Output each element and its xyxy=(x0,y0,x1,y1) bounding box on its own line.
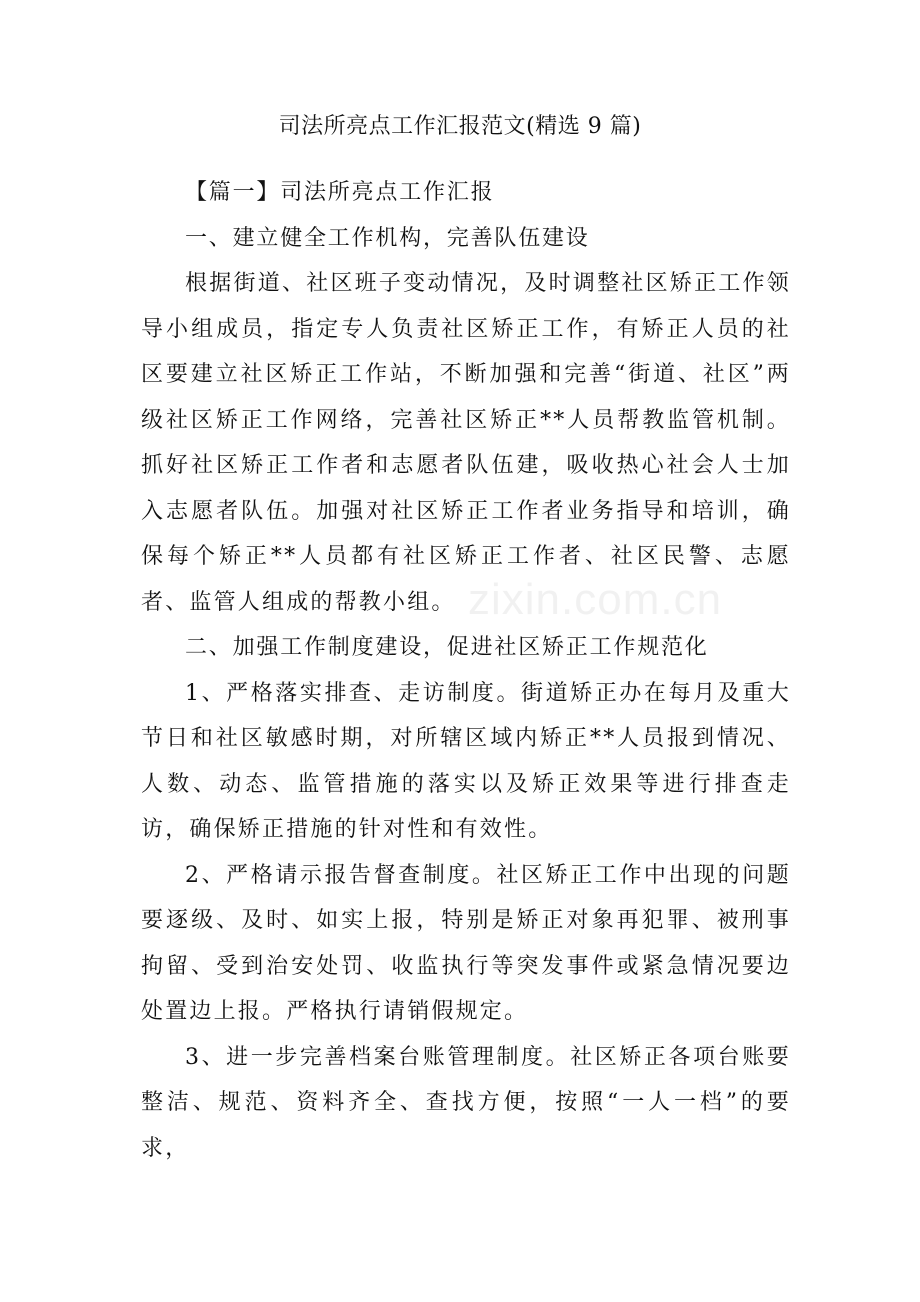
body-paragraph: 根据街道、社区班子变动情况，及时调整社区矫正工作领导小组成员，指定专人负责社区矫正工作，有矫正人员的社区要建立社区矫正工作站，不断加强和完善“街道、社区”两级社区矫正工作网络，完善社区矫正**人员帮教监管机制。抓好社区矫正工作者和志愿者队伍建，吸收热心社会人士加入志愿者队伍。加强对社区矫正工作者业务指导和培训，确保每个矫正**人员都有社区矫正工作者、社区民警、志愿者、监管人组成的帮教小组。 xyxy=(141,271,791,615)
body-paragraph: 3、进一步完善档案台账管理制度。社区矫正各项台账要整洁、规范、资料齐全、查找方便，按照“一人一档”的要求， xyxy=(141,1044,791,1161)
subsection-heading: 一、建立健全工作机构，完善队伍建设 xyxy=(185,225,590,251)
body-paragraph: 2、严格请示报告督查制度。社区矫正工作中出现的问题要逐级、及时、如实上报，特别是矫正对象再犯罪、被刑事拘留、受到治安处罚、收监执行等突发事件或紧急情况要边处置边上报。严格执行请销假规定。 xyxy=(141,862,791,1024)
section-heading: 【篇一】司法所亮点工作汇报 xyxy=(185,180,495,205)
body-paragraph: 1、严格落实排查、走访制度。街道矫正办在每月及重大节日和社区敏感时期，对所辖区域内矫正**人员报到情况、人数、动态、监管措施的落实以及矫正效果等进行排查走访，确保矫正措施的针对性和有效性。 xyxy=(141,680,791,842)
document-title: 司法所亮点工作汇报范文(精选 9 篇) xyxy=(278,114,642,139)
watermark: zixin.com.cn xyxy=(468,575,723,624)
subsection-heading: 二、加强工作制度建设，促进社区矫正工作规范化 xyxy=(185,635,709,660)
document-body xyxy=(141,170,791,1171)
